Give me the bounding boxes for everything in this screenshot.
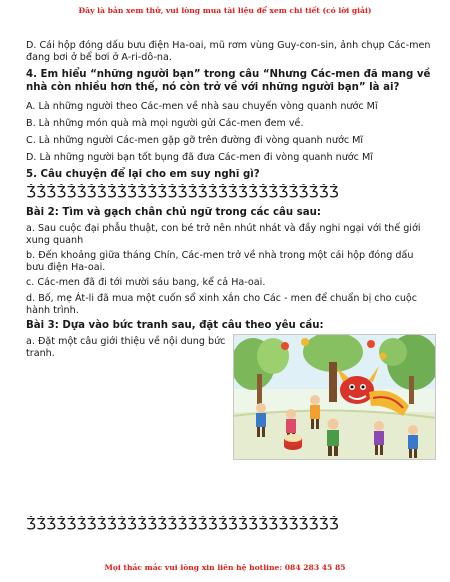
q4-option-a: A. Là những người theo Các-men về nhà sau chuyến vòng quanh nước Mĩ [26, 100, 378, 112]
worksheet-content [26, 40, 432, 456]
answer-line: ǮǮǮǮǮǮǮǮǮǮǮǮǮǮǮǮǮǮǮǮǮǮǮǮǮǮǮǮǮǮǮ [26, 184, 339, 201]
q4-option-b: B. Là những món quà mà mọi người gửi Các-men đem về. [26, 117, 304, 129]
q5-title: 5. Câu chuyện để lại cho em suy nghĩ gì? [26, 169, 260, 181]
q3-option-d: D. Cái hộp đóng dấu bưu điện Ha-oai, mũ rơm vùng Guy-con-sin, ảnh chụp Các-men đang bơi ở bể bơi ở A-ri-dô-na. [26, 40, 431, 64]
header-banner: Đây là bản xem thử, vui lòng mua tài liệu để xem chi tiết (có lời giải) [78, 6, 372, 15]
bai3-row [26, 336, 432, 456]
festival-illustration [233, 334, 436, 460]
bai2-item-d: d. Bố, mẹ Át-li đã mua một cuốn sổ xinh xắn cho Các - men để chuẩn bị cho cuộc hành trình. [26, 292, 418, 316]
bai2-item-b: b. Đến khoảng giữa tháng Chín, Các-men trở về nhà trong một cái hộp đóng dấu bưu điện Ha-oai. [26, 250, 414, 274]
bai2-item-c: c. Các-men đã đi tới mười sáu bang, kể cả Ha-oai. [26, 277, 266, 289]
q4-option-d: D. Là những người bạn tốt bụng đã đưa Các-men đi vòng quanh nước Mĩ [26, 152, 373, 164]
footer-banner: Mọi thắc mắc vui lòng xin liên hệ hotline: 084 283 45 85 [104, 563, 346, 572]
answer-line-bottom: ǮǮǮǮǮǮǮǮǮǮǮǮǮǮǮǮǮǮǮǮǮǮǮǮǮǮǮǮǮǮǮ [26, 516, 339, 533]
q4-title: 4. Em hiểu “những người bạn” trong câu “Nhưng Các-men đã mang về nhà còn nhiều hơn thế, nó còn trở về với những người bạn” là ai? [26, 69, 431, 93]
q4-option-c: C. Là những người Các-men gặp gỡ trên đường đi vòng quanh nước Mĩ [26, 135, 364, 146]
bai3-title: Bài 3: Dựa vào bức tranh sau, đặt câu theo yêu cầu: [26, 320, 324, 332]
bai2-item-a: a. Sau cuộc đại phẫu thuật, con bé trở nên nhút nhát và đầy nghi ngại với thế giới xung quanh [26, 222, 421, 246]
bai3-item-a: a. Đặt một câu giới thiệu về nội dung bức tranh. [26, 335, 226, 359]
bai2-title: Bài 2: Tìm và gạch chân chủ ngữ trong các câu sau: [26, 207, 321, 218]
